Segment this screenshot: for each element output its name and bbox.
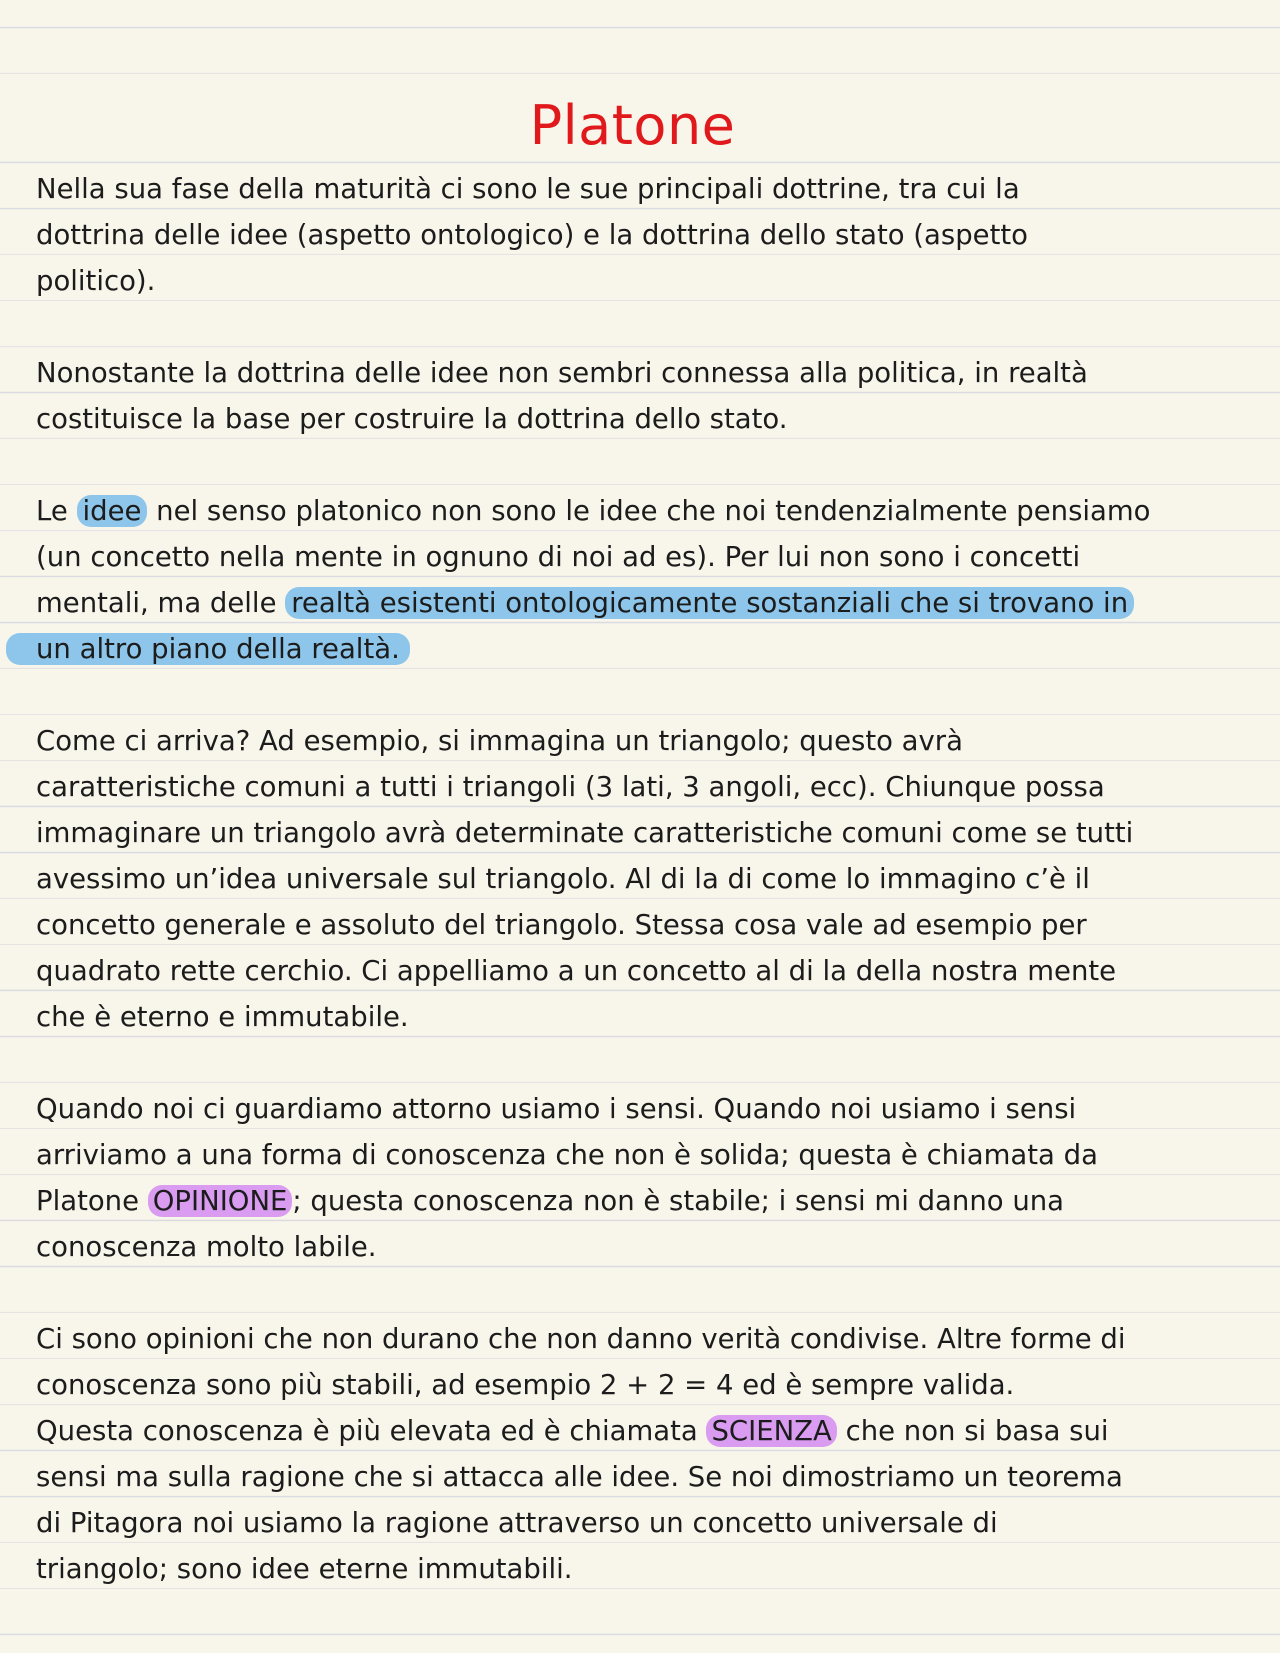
paragraph-maturita [36,166,1246,304]
text-line: Ci sono opinioni che non durano che non danno verità condivise. Altre forme di [36,1323,1126,1355]
text-line: immaginare un triangolo avrà determinate caratteristiche comuni come se tutti [36,817,1134,849]
text-line: politico). [36,265,156,297]
highlight-scienza: SCIENZA [706,1415,836,1447]
text-line: arriviamo a una forma di conoscenza che non è solida; questa è chiamata da [36,1139,1098,1171]
highlight-idee: idee [77,495,148,527]
text-line: che è eterno e immutabile. [36,1001,409,1033]
text-line: Quando noi ci guardiamo attorno usiamo i sensi. Quando noi usiamo i sensi [36,1093,1077,1125]
text-run: Platone [36,1185,148,1217]
highlight-realta: realtà esistenti ontologicamente sostanziali che si trovano in [285,587,1134,619]
highlight-realta-continued: un altro piano della realtà. [6,633,410,665]
text-run: Questa conoscenza è più elevata ed è chiamata [36,1415,707,1447]
text-line: costituisce la base per costruire la dottrina dello stato. [36,403,788,435]
text-line: concetto generale e assoluto del triangolo. Stessa cosa vale ad esempio per [36,909,1087,941]
text-run: mentali, ma delle [36,587,286,619]
text-run: Le [36,495,77,527]
text-line: caratteristiche comuni a tutti i triangoli (3 lati, 3 angoli, ecc). Chiunque possa [36,771,1105,803]
text-run: che non si basa sui [836,1415,1109,1447]
text-line: (un concetto nella mente in ognuno di noi ad es). Per lui non sono i concetti [36,541,1081,573]
text-line: conoscenza molto labile. [36,1231,377,1263]
text-run: ; questa conoscenza non è stabile; i sensi mi danno una [292,1185,1065,1217]
text-line [36,1178,1246,1224]
text-line: dottrina delle idee (aspetto ontologico) e la dottrina dello stato (aspetto [36,219,1028,251]
paragraph-triangolo [36,718,1246,1040]
paragraph-scienza [36,1316,1246,1592]
text-line: sensi ma sulla ragione che si attacca alle idee. Se noi dimostriamo un teorema [36,1461,1123,1493]
text-line: Nella sua fase della maturità ci sono le sue principali dottrine, tra cui la [36,173,1020,205]
paragraph-nonostante [36,350,1246,442]
text-line [36,1408,1246,1454]
text-line: di Pitagora noi usiamo la ragione attraverso un concetto universale di [36,1507,998,1539]
text-line: Come ci arriva? Ad esempio, si immagina un triangolo; questo avrà [36,725,963,757]
paragraph-opinione [36,1086,1246,1270]
page-title: Platone [529,94,736,157]
text-line [36,626,1246,672]
text-line [36,580,1246,626]
text-line: quadrato rette cerchio. Ci appelliamo a un concetto al di la della nostra mente [36,955,1117,987]
text-line: avessimo un’idea universale sul triangolo. Al di la di come lo immagino c’è il [36,863,1090,895]
text-line: conoscenza sono più stabili, ad esempio 2 + 2 = 4 ed è sempre valida. [36,1369,1015,1401]
highlight-opinione: OPINIONE [148,1185,293,1217]
paragraph-idee [36,488,1246,672]
text-run: nel senso platonico non sono le idee che noi tendenzialmente pensiamo [147,495,1151,527]
text-line: Nonostante la dottrina delle idee non sembri connessa alla politica, in realtà [36,357,1088,389]
text-line: triangolo; sono idee eterne immutabili. [36,1553,573,1585]
text-line [36,488,1246,534]
